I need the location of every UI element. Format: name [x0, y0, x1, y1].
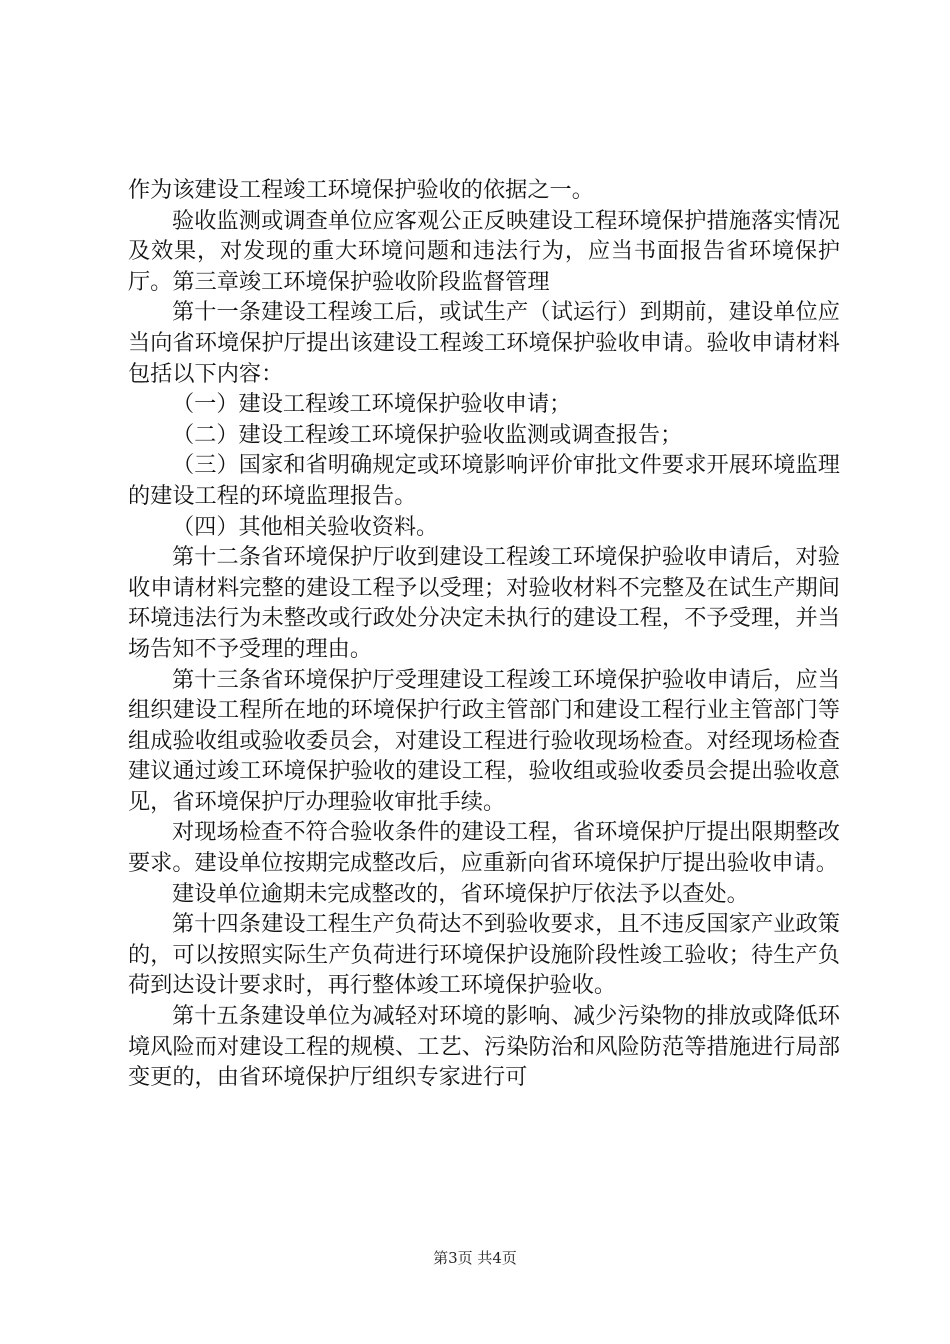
list-item-3: （三）国家和省明确规定或环境影响评价审批文件要求开展环境监理的建设工程的环境监理报告。 — [128, 452, 840, 509]
paragraph-overdue: 建设单位逾期未完成整改的，省环境保护厅依法予以查处。 — [172, 880, 749, 907]
page-number-footer: 第3页 共4页 — [433, 1249, 517, 1267]
list-item-4: （四）其他相关验收资料。 — [172, 513, 439, 540]
paragraph-monitoring: 验收监测或调查单位应客观公正反映建设工程环境保护措施落实情况及效果，对发现的重大环境问题和违法行为，应当书面报告省环境保护厅。第三章竣工环境保护验收阶段监督管理 — [128, 207, 840, 295]
paragraph-article-11: 第十一条建设工程竣工后，或试生产（试运行）到期前，建设单位应当向省环境保护厅提出该建设工程竣工环境保护验收申请。验收申请材料包括以下内容： — [128, 299, 840, 387]
paragraph-article-12: 第十二条省环境保护厅收到建设工程竣工环境保护验收申请后，对验收申请材料完整的建设工程予以受理；对验收材料不完整及在试生产期间环境违法行为未整改或行政处分决定未执行的建设工程，不予受理，并当场告知不予受理的理由。 — [128, 544, 840, 662]
paragraph-article-13: 第十三条省环境保护厅受理建设工程竣工环境保护验收申请后，应当组织建设工程所在地的环境保护行政主管部门和建设工程行业主管部门等组成验收组或验收委员会，对建设工程进行验收现场检查。对经现场检查建议通过竣工环境保护验收的建设工程，验收组或验收委员会提出验收意见，省环境保护厅办理验收审批手续。 — [128, 666, 840, 815]
paragraph-article-15: 第十五条建设单位为减轻对环境的影响、减少污染物的排放或降低环境风险而对建设工程的规模、工艺、污染防治和风险防范等措施进行局部变更的，由省环境保护厅组织专家进行可 — [128, 1003, 840, 1091]
list-item-1: （一）建设工程竣工环境保护验收申请； — [172, 391, 572, 418]
paragraph-continuation: 作为该建设工程竣工环境保护验收的依据之一。 — [128, 177, 594, 203]
document-body — [128, 175, 840, 1093]
paragraph-article-14: 第十四条建设工程生产负荷达不到验收要求，且不违反国家产业政策的，可以按照实际生产负荷进行环境保护设施阶段性竣工验收；待生产负荷到达设计要求时，再行整体竣工环境保护验收。 — [128, 911, 840, 999]
list-item-2: （二）建设工程竣工环境保护验收监测或调查报告； — [172, 421, 683, 448]
paragraph-rectification: 对现场检查不符合验收条件的建设工程，省环境保护厅提出限期整改要求。建设单位按期完成整改后，应重新向省环境保护厅提出验收申请。 — [128, 819, 840, 877]
